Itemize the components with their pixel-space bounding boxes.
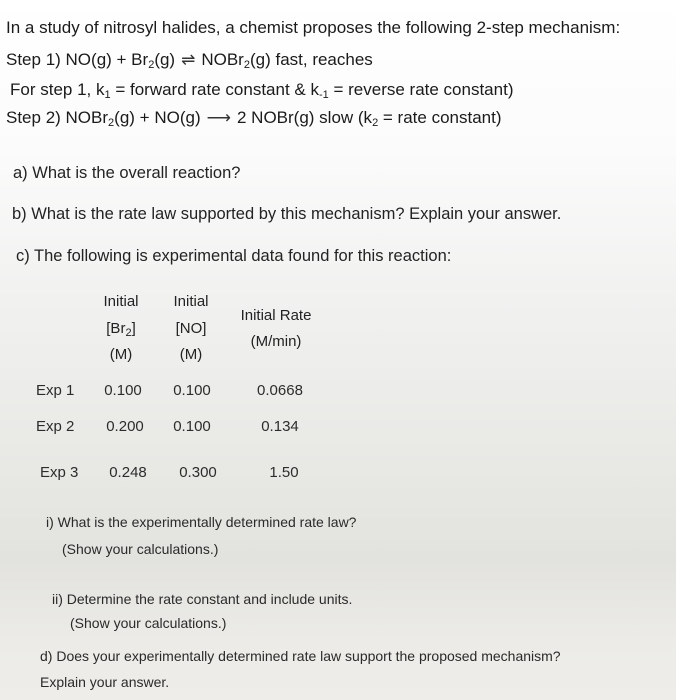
step1-note-b: = forward rate constant & k xyxy=(110,80,319,99)
row2-label: Exp 2 xyxy=(36,418,75,435)
header-no-line1: Initial xyxy=(173,293,209,310)
header-br2-bracket: [Br xyxy=(106,320,126,337)
subquestion-ii-line2: (Show your calculations.) xyxy=(70,615,227,631)
step2-equation xyxy=(6,108,502,129)
header-no-unit: (M) xyxy=(179,346,203,363)
header-rate-line1: Initial Rate xyxy=(240,307,312,324)
question-d-line2: Explain your answer. xyxy=(40,674,170,690)
header-no-line2: [NO] xyxy=(175,320,207,337)
step2-sub-k: 2 xyxy=(372,117,379,129)
header-rate-unit: (M/min) xyxy=(250,333,302,350)
step2-mid: (g) + NO(g) xyxy=(114,108,201,127)
step1-prefix: Step 1) NO(g) + Br xyxy=(6,50,149,69)
reaction-arrow-icon: ⟶ xyxy=(206,108,231,127)
subquestion-i-line1: i) What is the experimentally determined rate law? xyxy=(46,514,357,530)
step2-prefix: Step 2) NOBr xyxy=(6,108,109,127)
row3-no: 0.300 xyxy=(179,464,217,481)
header-br2-sub: 2 xyxy=(125,327,132,339)
step1-note-sub-a: 1 xyxy=(104,89,111,101)
question-d-line1: d) Does your experimentally determined rate law support the proposed mechanism? xyxy=(40,648,561,664)
question-a: a) What is the overall reaction? xyxy=(13,164,241,182)
subquestion-i-line2: (Show your calculations.) xyxy=(62,541,219,557)
equilibrium-arrow-icon: ⇌ xyxy=(181,50,196,69)
row3-rate: 1.50 xyxy=(269,464,299,481)
header-br2-close: ] xyxy=(131,320,136,337)
step1-note xyxy=(10,80,513,101)
header-br2-unit: (M) xyxy=(109,346,133,363)
header-br2-line2 xyxy=(92,320,150,339)
row1-label: Exp 1 xyxy=(36,382,75,399)
question-c: c) The following is experimental data found for this reaction: xyxy=(16,247,452,265)
step1-suffix: (g) fast, reaches xyxy=(249,50,373,69)
step1-note-c: = reverse rate constant) xyxy=(328,80,514,99)
row1-rate: 0.0668 xyxy=(257,382,303,399)
step1-product: NOBr xyxy=(201,50,244,69)
row1-br2: 0.100 xyxy=(104,382,142,399)
step2-suffix: = rate constant) xyxy=(378,108,502,127)
row2-br2: 0.200 xyxy=(106,418,144,435)
row2-rate: 0.134 xyxy=(261,418,299,435)
row2-no: 0.100 xyxy=(173,418,211,435)
row3-br2: 0.248 xyxy=(109,464,147,481)
step1-sub-product: 2 xyxy=(243,59,250,71)
step2-sub-reactant: 2 xyxy=(108,117,115,129)
step1-equation xyxy=(6,50,373,71)
intro-text: In a study of nitrosyl halides, a chemist proposes the following 2-step mechanism: xyxy=(6,18,621,37)
header-br2-line1: Initial xyxy=(103,293,139,310)
step2-product: 2 NOBr(g) slow (k xyxy=(236,108,373,127)
step1-mid: (g) xyxy=(154,50,176,69)
row3-label: Exp 3 xyxy=(40,464,79,481)
step1-note-a: For step 1, k xyxy=(10,80,105,99)
row1-no: 0.100 xyxy=(173,382,211,399)
question-b: b) What is the rate law supported by this mechanism? Explain your answer. xyxy=(12,205,562,223)
step1-sub-reactant: 2 xyxy=(148,59,155,71)
step1-note-sub-b: -1 xyxy=(318,89,329,101)
subquestion-ii-line1: ii) Determine the rate constant and include units. xyxy=(52,591,353,607)
